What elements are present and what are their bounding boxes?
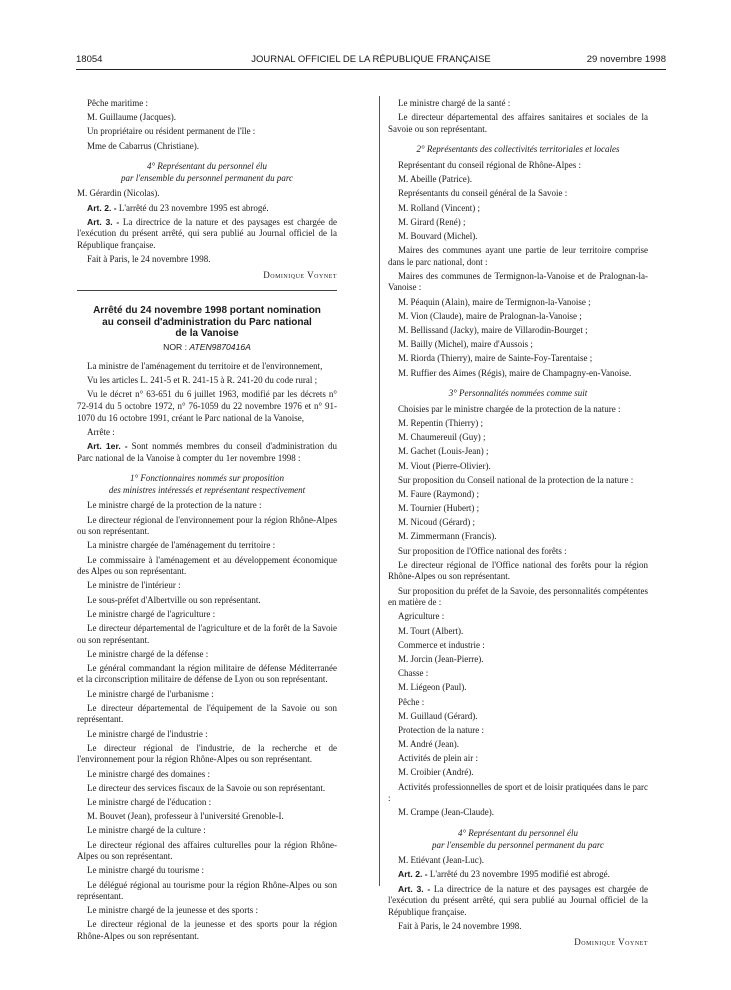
text-line: Mme de Cabarrus (Christiane). [87,140,199,151]
list-item: Le directeur départemental des affaires sanitaires et sociales de la Savoie ou son représentant. [388,112,648,134]
list-item: M. André (Jean). [398,739,459,750]
section-1-heading: 1° Fonctionnaires nommés sur proposition des ministres intéressés et représentant respectivement [108,473,306,495]
column-separator [379,96,380,886]
list-item: Activités de plein air : [398,753,478,764]
list-item: Le général commandant la région militaire de défense Méditerranée et la circonscription militaire de défense de Lyon ou son représentant. [77,662,337,685]
list-item: Le ministre chargé de l'éducation : [87,796,212,807]
left-article-3: Art. 3. - La directrice de la nature et des paysages est chargée de l'exécution du présent arrêté, qui sera publié au Journal officiel de la République française. [77,216,338,250]
list-item: Maires des communes ayant une partie de leur territoire comprise dans le parc national, dont : [388,245,648,267]
list-item: M. Liégeon (Paul). [398,682,467,693]
list-item: Sur proposition de l'Office national des forêts : [398,545,567,556]
list-item: Le délégué régional au tourisme pour la région Rhône-Alpes ou son représentant. [77,879,337,902]
issue-date: 29 novembre 1998 [586,54,666,65]
right-rep-heading: 4° Représentant du personnel élu par l'ensemble du personnel permanent du parc [431,828,605,850]
list-item: M. Péaquin (Alain), maire de Termignon-la-Vanoise ; [398,296,591,307]
journal-title: JOURNAL OFFICIEL DE LA RÉPUBLIQUE FRANÇAISE [251,54,491,65]
header-rule [76,69,666,70]
section-2-list [388,160,648,379]
list-item: M. Gachet (Louis-Jean) ; [398,446,489,457]
list-item: M. Ruffier des Aimes (Régis), maire de Champagny-en-Vanoise. [398,367,632,378]
list-item: M. Crampe (Jean-Claude). [398,807,494,818]
list-item: La ministre chargée de l'aménagement du territoire : [87,540,276,551]
list-item: M. Rolland (Vincent) ; [398,202,480,213]
left-rep-heading: 4° Représentant du personnel élu par l'ensemble du personnel permanent du parc [120,161,294,183]
right-fait: Fait à Paris, le 24 novembre 1998. [398,920,522,931]
list-item: Représentant du conseil régional de Rhône-Alpes : [398,159,581,170]
section-3-heading: 3° Personnalités nommées comme suit [448,388,588,399]
section-2-heading: 2° Représentants des collectivités territoriales et locales [416,144,620,155]
text-line: Un propriétaire ou résident permanent de l'île : [87,126,256,137]
list-item: M. Bellissand (Jacky), maire de Villarodin-Bourget ; [398,325,588,336]
list-item: M. Bouvet (Jean), professeur à l'université Grenoble-I. [87,811,284,822]
text-line: M. Guillaume (Jacques). [87,112,176,123]
list-item: M. Riorda (Thierry), maire de Sainte-Foy-Tarentaise ; [398,353,593,364]
list-item: Activités professionnelles de sport et de loisir pratiquées dans le parc : [388,781,648,804]
page-number: 18054 [76,54,103,65]
preamble-line: Arrête : [87,426,115,437]
list-item: M. Nicoud (Gérard) ; [398,517,475,528]
list-item: Le ministre chargé de la culture : [87,825,206,836]
list-item: Le ministre chargé de la santé : [398,98,511,108]
list-item: Maires des communes de Termignon-la-Vanoise et de Pralognan-la-Vanoise : [388,270,648,293]
nor-reference: NOR : ATEN9870416A [163,341,251,352]
section-3-list [388,404,648,819]
list-item: M. Repentin (Thierry) ; [398,417,483,428]
list-item: M. Vion (Claude), maire de Pralognan-la-Vanoise ; [398,310,582,321]
list-item: Le directeur départemental de l'équipement de la Savoie ou son représentant. [77,702,337,725]
list-item: Le directeur régional de l'environnement pour la région Rhône-Alpes ou son représentant. [77,514,337,537]
list-item: Chasse : [398,668,429,679]
list-item: M. Tournier (Hubert) ; [398,503,480,514]
left-column [77,98,337,945]
preamble-line: La ministre de l'aménagement du territoire et de l'environnement, [87,361,323,372]
list-item: Le directeur régional des affaires culturelles pour la région Rhône-Alpes ou son représentant. [77,839,337,862]
list-item: M. Guillaud (Gérard). [398,710,478,721]
list-item: Le ministre chargé de la jeunesse et des sports : [87,905,259,916]
list-item: M. Chaumereuil (Guy) ; [398,432,486,443]
list-item: Le ministre chargé de l'industrie : [87,728,208,739]
right-top-items [388,98,648,135]
preamble [77,361,337,438]
right-article-3: Art. 3. - La directrice de la nature et des paysages est chargée de l'exécution du présent arrêté, qui sera publié au Journal officiel de la République française. [388,883,649,917]
preamble-line: Vu le décret n° 63-651 du 6 juillet 1963, modifié par les décrets n° 72-914 du 5 octobre 1972, n° 76-1059 du 22 novembre 1976 et n° 91-1070 du 16 octobre 1991, créant le Parc national de la Vanoise, [77,389,337,423]
list-item: Le commissaire à l'aménagement et au développement économique des Alpes ou son représentant. [77,554,337,577]
list-item: Commerce et industrie : [398,639,485,650]
list-item: Choisies par le ministre chargée de la protection de la nature : [398,403,621,414]
page-header [76,54,666,68]
list-item: Le directeur régional de l'industrie, de la recherche et de l'environnement pour la région Rhône-Alpes ou son représentant. [77,742,337,765]
decree-separator [77,290,337,291]
list-item: Le ministre chargé de l'agriculture : [87,608,216,619]
list-item: M. Bailly (Michel), maire d'Aussois ; [398,339,533,350]
list-item: M. Bouvard (Michel). [398,230,478,241]
list-item: Le directeur régional de la jeunesse et des sports pour la région Rhône-Alpes ou son représentant. [77,919,337,942]
left-article-2: Art. 2. - L'arrêté du 23 novembre 1995 est abrogé. [87,202,269,213]
right-rep-member: M. Etiévant (Jean-Luc). [398,855,484,866]
text-line: Pêche maritime : [87,98,148,108]
list-item: Le ministre chargé de la défense : [87,648,209,659]
list-item: Le ministre chargé de la protection de la nature : [87,500,262,511]
list-item: M. Abeille (Patrice). [398,174,472,185]
preamble-line: Vu les articles L. 241-5 et R. 241-15 à R. 241-20 du code rural ; [87,375,318,386]
list-item: Représentants du conseil général de la Savoie : [398,188,568,199]
right-column [388,98,648,951]
list-item: Le directeur départemental de l'agriculture et de la forêt de la Savoie ou son représentant. [77,622,337,645]
list-item: Le ministre chargé de l'urbanisme : [87,688,214,699]
list-item: M. Zimmermann (Francis). [398,531,497,542]
list-item: M. Girard (René) ; [398,216,466,227]
section-1-list [77,500,337,942]
list-item: Le directeur des services fiscaux de la Savoie ou son représentant. [87,782,326,793]
list-item: Protection de la nature : [398,724,484,735]
list-item: M. Faure (Raymond) ; [398,488,479,499]
left-fait: Fait à Paris, le 24 novembre 1998. [87,254,211,265]
left-rep-member: M. Gérardin (Nicolas). [77,188,160,199]
decree-title: Arrêté du 24 novembre 1998 portant nomination au conseil d'administration du Parc national de la Vanoise [93,305,321,340]
left-top-lines [77,98,337,152]
list-item: Le ministre de l'intérieur : [87,580,181,591]
list-item: M. Tourt (Albert). [398,625,464,636]
list-item: Sur proposition du préfet de la Savoie, des personnalités compétentes en matière de : [388,585,648,608]
list-item: M. Jorcin (Jean-Pierre). [398,653,484,664]
left-signature: Dominique Voynet [263,269,337,280]
right-signature: Dominique Voynet [574,936,648,947]
list-item: Pêche : [398,696,425,707]
list-item: Le ministre chargé du tourisme : [87,865,205,876]
list-item: Le directeur régional de l'Office national des forêts pour la région Rhône-Alpes ou son représentant. [388,559,648,582]
list-item: M. Croibier (André). [398,767,474,778]
list-item: Sur proposition du Conseil national de la protection de la nature : [398,474,634,485]
list-item: M. Viout (Pierre-Olivier). [398,460,491,471]
list-item: Le sous-préfet d'Albertville ou son représentant. [87,594,261,605]
list-item: Le ministre chargé des domaines : [87,768,211,779]
article-1: Art. 1er. - Sont nommés membres du conseil d'administration du Parc national de la Vanoise à compter du 1er novembre 1998 : [77,441,337,463]
list-item: Agriculture : [398,611,445,622]
right-article-2: Art. 2. - L'arrêté du 23 novembre 1995 modifié est abrogé. [398,869,610,880]
